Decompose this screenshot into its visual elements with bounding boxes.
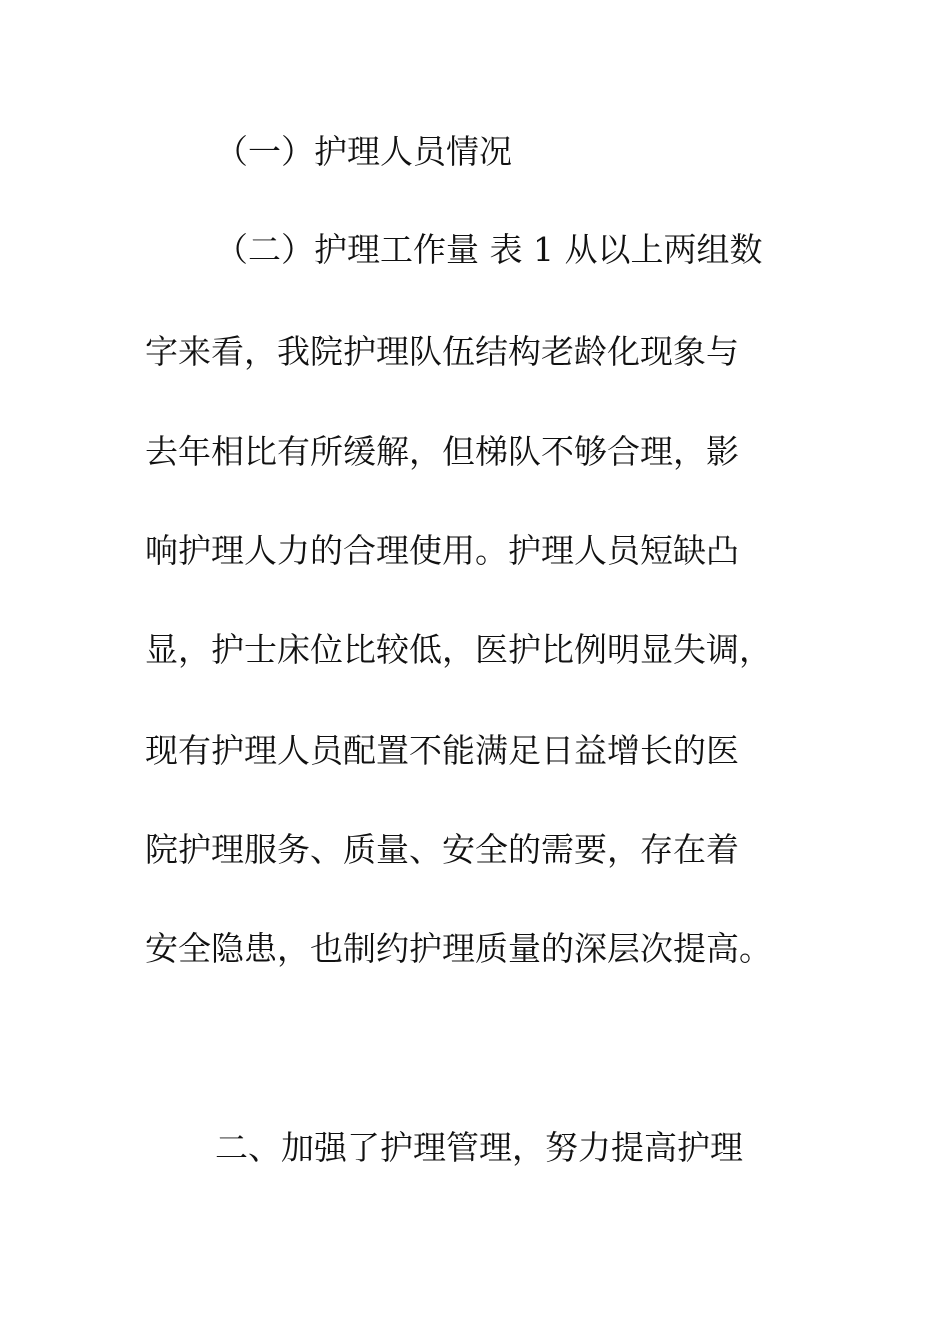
paragraph-line: 去年相比有所缓解，但梯队不够合理，影 xyxy=(145,432,739,471)
paragraph-line: （二）护理工作量 表 1 从以上两组数 xyxy=(215,230,763,269)
paragraph-line: 响护理人力的合理使用。护理人员短缺凸 xyxy=(145,531,739,570)
subheading-nursing-staff: （一）护理人员情况 xyxy=(215,132,512,171)
paragraph-line: 现有护理人员配置不能满足日益增长的医 xyxy=(145,731,739,770)
section-heading: 二、加强了护理管理，努力提高护理 xyxy=(215,1128,743,1167)
paragraph-line: 安全隐患，也制约护理质量的深层次提高。 xyxy=(145,929,772,968)
paragraph-line: 显，护士床位比较低，医护比例明显失调， xyxy=(145,630,772,669)
paragraph-line: 字来看，我院护理队伍结构老龄化现象与 xyxy=(145,332,739,371)
paragraph-line: 院护理服务、质量、安全的需要，存在着 xyxy=(145,830,739,869)
